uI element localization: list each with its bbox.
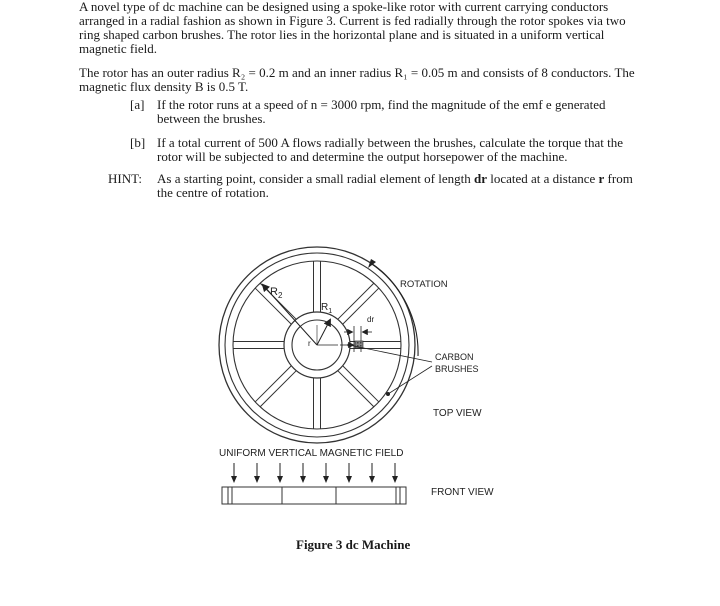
field-arrowhead-4: [323, 476, 329, 483]
label-r: r: [308, 339, 311, 348]
question-b-text: If a total current of 500 A flows radially between the brushes, calculate the torque that the rotor will be subjected to and determine the output horsepower of the machine.: [157, 135, 624, 164]
spoke-1-edge-1: [338, 371, 374, 407]
field-arrowhead-1: [254, 476, 260, 483]
spoke-7-edge-0: [338, 283, 374, 319]
field-arrows: [231, 463, 398, 483]
field-arrowhead-0: [231, 476, 237, 483]
carbon-brushes-line1: CARBON: [435, 352, 474, 362]
hint-text-middle: located at a distance: [486, 171, 599, 186]
carbon-brushes-label: [435, 351, 479, 375]
spoke-3-edge-0: [260, 371, 296, 407]
rotor-front-view: [222, 487, 406, 504]
intro-paragraph: A novel type of dc machine can be designed using a spoke-like rotor with current carrying conductors arranged in a radial fashion as shown in Figure 3. Current is fed radially through the rotor spokes via two ring shaped carbon brushes. The rotor lies in the horizontal plane and is situated in a uniform vertical magnetic field.: [79, 0, 626, 56]
hint-dr: dr: [473, 171, 487, 186]
label-r2-main: R: [270, 286, 278, 298]
field-arrowhead-7: [392, 476, 398, 483]
spoke-1-edge-0: [343, 366, 379, 402]
label-r1-sub: 1: [328, 308, 333, 315]
label-r1-main: R: [321, 302, 329, 313]
question-a-label: [a]: [130, 97, 145, 112]
field-arrowhead-6: [369, 476, 375, 483]
parameters-paragraph: The rotor has an outer radius R₂ = 0.2 m and an inner radius R₁ = 0.05 m and consists of 8 conductors. The magnetic flux density B is 0.5 T.: [79, 65, 635, 94]
top-view-label: TOP VIEW: [433, 408, 482, 419]
field-arrowhead-2: [277, 476, 283, 483]
front-view-label: FRONT VIEW: [431, 487, 494, 498]
label-r2-sub: 2: [277, 291, 283, 301]
figure-caption: Figure 3 dc Machine: [296, 537, 411, 552]
carbon-brushes-line2: BRUSHES: [435, 364, 479, 374]
question-b-label: [b]: [130, 135, 146, 150]
hint-r: r: [598, 171, 605, 186]
question-a-text: If the rotor runs at a speed of n = 3000 rpm, find the magnitude of the emf e generated between the brushes.: [157, 97, 606, 126]
brush-leader-outer: [388, 366, 432, 394]
hint-text-before: As a starting point, consider a small radial element of length: [157, 171, 474, 186]
rotation-arc: [372, 264, 418, 356]
brush-dot: [386, 392, 390, 396]
field-arrowhead-5: [346, 476, 352, 483]
label-r2: [270, 286, 282, 300]
brush-dot-inner: [347, 343, 350, 346]
brush-leader-inner: [349, 345, 432, 362]
hint-text-after: from the centre of rotation.: [157, 171, 633, 200]
field-arrowhead-3: [300, 476, 306, 483]
label-dr: dr: [367, 315, 375, 324]
label-r1: [321, 302, 332, 315]
rotation-label: ROTATION: [400, 279, 448, 290]
spoke-3-edge-1: [255, 366, 291, 402]
hint-label: HINT:: [108, 171, 143, 186]
r1-arrow: [317, 320, 330, 345]
magnetic-field-label: UNIFORM VERTICAL MAGNETIC FIELD: [219, 448, 404, 459]
